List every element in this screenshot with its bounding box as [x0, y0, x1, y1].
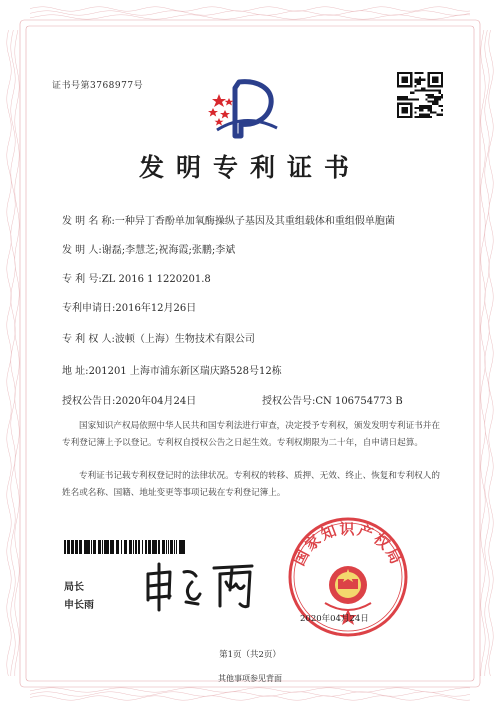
- field-value: 2020年04月24日: [115, 396, 197, 407]
- field-address: [62, 362, 282, 377]
- seal-text: 国家知识产权局: [290, 520, 406, 569]
- field-grant-publication-number: [262, 392, 403, 407]
- certificate-number: 证书号第3768977号: [52, 81, 144, 91]
- field-label: 授权公告日:: [62, 396, 116, 407]
- field-label: 专 利 权 人:: [62, 334, 115, 345]
- signatory-name: 申长雨: [64, 600, 94, 611]
- field-label: 专 利 号:: [62, 274, 102, 285]
- field-value: 谢磊;李慧芝;祝海霞;张鹏;李斌: [101, 245, 236, 256]
- certificate-title: 发明专利证书: [138, 153, 361, 182]
- field-label: 专利申请日:: [62, 303, 116, 314]
- seal-date: 2020年04月24日: [300, 614, 369, 624]
- cnipa-logo: [205, 74, 285, 144]
- field-value: 波顿（上海）生物技术有限公司: [114, 334, 255, 345]
- field-patentee: [62, 330, 255, 345]
- field-label: 发 明 人:: [62, 245, 102, 256]
- svg-text:国家知识产权局: [290, 520, 406, 569]
- field-value: 2016年12月26日: [115, 303, 197, 314]
- field-value: 一种异丁香酚单加氧酶操纵子基因及其重组载体和重组假单胞菌: [114, 216, 395, 227]
- field-value: 201201 上海市浦东新区瑞庆路528号12栋: [88, 366, 282, 377]
- barcode: [64, 540, 188, 554]
- field-patent-number: [62, 270, 211, 285]
- qr-code: [397, 72, 443, 118]
- field-label: 授权公告号:: [262, 396, 316, 407]
- statement-paragraph: 国家知识产权局依照中华人民共和国专利法进行审查，决定授予专利权，颁发发明专利证书并在专利登记簿上予以登记。专利权自授权公告之日起生效。专利权期限为二十年，自申请日起算。: [62, 421, 440, 448]
- field-grant-date: [62, 392, 196, 407]
- field-invention-name: [62, 212, 395, 227]
- field-inventors: [62, 241, 235, 256]
- field-label: 地 址:: [62, 366, 89, 377]
- signatory-title: 局长: [64, 582, 84, 593]
- legal-status-paragraph: 专利证书记载专利权登记时的法律状况。专利权的转移、质押、无效、终止、恢复和专利权人的姓名或名称、国籍、地址变更等事项记载在专利登记簿上。: [62, 471, 440, 498]
- field-value: ZL 2016 1 1220201.8: [101, 274, 211, 285]
- page-number: 第1页（共2页）: [219, 650, 281, 660]
- footer-note: 其他事项参见背面: [218, 674, 282, 683]
- field-label: 发 明 名 称:: [62, 216, 115, 227]
- field-application-date: [62, 299, 196, 314]
- handwritten-signature: [140, 560, 260, 612]
- field-value: CN 106754773 B: [315, 396, 403, 407]
